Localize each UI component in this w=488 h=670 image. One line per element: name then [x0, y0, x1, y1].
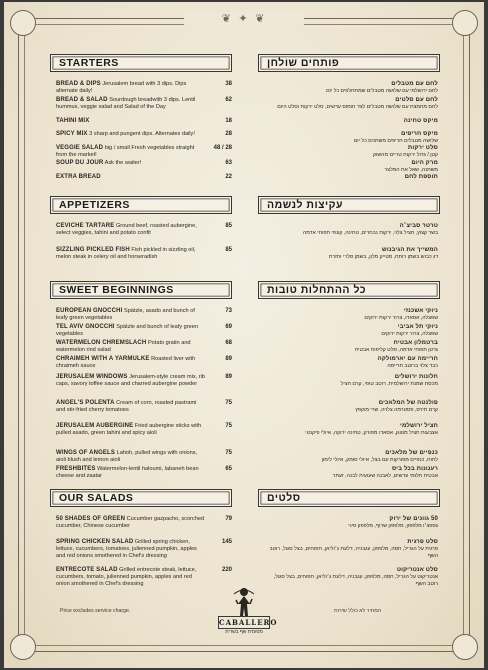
item-name: ENTRECOTE SALAD: [56, 567, 118, 573]
item-description: Grilled entrecote steak, lettuce, cucumbers, tomato, julienned pumpkin, apples and red onion smothered in Chef's dressing: [56, 567, 197, 587]
item-description-he: קרם תירס, פסטרמה צלויה, שרי מוקפץ: [355, 406, 438, 413]
menu-item: [56, 118, 232, 125]
appetizers-title: APPETIZERS: [59, 199, 130, 211]
item-price: 68: [225, 340, 232, 346]
item-name: WATERMELON CHREMSLACH: [56, 340, 147, 346]
menu-item-he: [262, 466, 438, 480]
item-description: Potato gratin and watermelon rind salad: [56, 340, 191, 353]
menu-item-he: [262, 118, 438, 125]
menu-item-he: [262, 145, 438, 159]
item-description: Fried aubergine sticks with pulled asado, green tahini and spicy aioli: [56, 423, 202, 436]
item-description: Ground beef, roasted aubergine, select veggies, tahini and potato confit: [56, 223, 197, 236]
item-name: JERUSALEM AUBERGINE: [56, 423, 134, 429]
item-description-he: בשר קצוץ, חציל צלוי, ירקות נבחרים, טחינה, קונפי תפוחי אדמה: [302, 229, 438, 236]
menu-item: [56, 516, 232, 530]
appetizers-header: [50, 196, 232, 214]
menu-item-he: [262, 567, 438, 587]
item-price: 73: [225, 308, 232, 314]
item-name-he: ניוקי תל אביבי: [397, 324, 438, 330]
menu-item-text: [56, 400, 206, 414]
item-description-he: קטן / גדול ירקות טריים מהשוק: [372, 151, 438, 158]
menu-item-he: [262, 247, 438, 261]
item-name-he: פולנטה של המלאכים: [378, 400, 438, 406]
item-price: 89: [225, 374, 232, 380]
corner-ornament: [452, 634, 478, 660]
menu-item-text: [56, 247, 206, 261]
item-price: 79: [225, 516, 232, 522]
menu-item-he: [262, 374, 438, 388]
menu-item-text: [56, 567, 206, 587]
starters-title: STARTERS: [59, 57, 119, 69]
item-name-he: ברטמלון אבטיח: [393, 340, 438, 346]
item-name-he: המשייך את הגיבנוש: [381, 247, 438, 253]
sweet-title-he: כל ההתחלות טובות: [267, 284, 367, 296]
item-name-he: חריימה עם יארמולקה: [377, 356, 438, 362]
starters-title-he: פותחים שולחן: [267, 57, 340, 69]
menu-item-he: [262, 356, 438, 370]
sweet-beginnings-header: [50, 281, 232, 299]
corner-ornament: [10, 10, 36, 36]
menu-item: [56, 567, 232, 587]
item-description: Cucumber gazpacho, scorched cucumber, Chinese cucumber: [56, 516, 205, 529]
item-description-he: לחם מחמצת עם שלושה מטבלים לצד חומוס עדשים, סלט ירקות וסלט היום: [277, 103, 438, 110]
menu-item-he: [262, 174, 438, 181]
item-description-he: שפצלה, צרור ירקות ירוקים: [381, 330, 438, 337]
item-name: BREAD & SALAD: [56, 97, 108, 103]
menu-item: [56, 356, 232, 370]
menu-item: [56, 247, 232, 261]
item-name: SPRING CHICKEN SALAD: [56, 539, 134, 545]
item-description: Roasted liver with chraimeh sauce: [56, 356, 196, 369]
item-description-he: אבטיח חלומי עדשים, לאבנה שעועית לבנה, זעתר: [332, 472, 438, 479]
item-price: 220: [221, 567, 232, 573]
item-description: Fish pickled in sizzling oil, melon steak in celery oil and horseradish: [56, 247, 196, 260]
item-name: EUROPEAN GNOCCHI: [56, 308, 123, 314]
menu-item-he: [262, 450, 438, 464]
item-description: Spätzle, asado and bunch of leafy green vegetables: [56, 308, 195, 321]
corner-ornament: [10, 634, 36, 660]
item-name: TAHINI MIX: [56, 118, 90, 124]
item-description-he: שפצלה, אסאדו, צרור ירקות ירוקים: [364, 314, 438, 321]
item-name: SPICY MIX: [56, 131, 88, 137]
menu-item: [56, 539, 232, 559]
logo-name: CABALLERO: [219, 618, 278, 627]
item-price: 75: [225, 450, 232, 456]
item-description: Watermelon-lentil haloumi, labaneh bean cheese and zaatar: [56, 466, 199, 479]
menu-item-text: [56, 356, 206, 370]
menu-item-he: [262, 539, 438, 559]
item-price: 75: [225, 400, 232, 406]
menu-item-he: [262, 160, 438, 174]
item-price: 145: [221, 539, 232, 545]
item-description: Lahoh, pulled wings with onions, aioli blush and lemon aioli: [56, 450, 198, 463]
item-name-he: חלונות ירושלים: [394, 374, 438, 380]
item-description: big / small Fresh vegetables straight from the market!: [56, 145, 195, 158]
item-name: SOUP DU JOUR: [56, 160, 104, 166]
item-name-he: טרטר סביצ׳ה: [399, 223, 438, 229]
item-name: CEVICHE TARTARE: [56, 223, 115, 229]
menu-item-he: [262, 340, 438, 354]
service-note-he: המחיר לא כולל שירות: [334, 608, 382, 614]
appetizers-header-he: [258, 196, 440, 214]
item-name-he: תוספת לחם: [404, 174, 438, 180]
item-name-he: ניוקי אשכנזי: [403, 308, 438, 314]
menu-item: [56, 374, 232, 388]
menu-item-he: [262, 324, 438, 338]
menu-item: [56, 174, 232, 181]
item-price: 28: [225, 131, 232, 137]
item-description: Spätzle and bunch of leafy green vegetables: [56, 324, 198, 337]
item-name-he: 50 גוונים של ירוק: [389, 516, 438, 522]
item-description-he: כבד צלוי ברוטב חריימה: [387, 362, 438, 369]
menu-item-he: [262, 223, 438, 237]
menu-item-text: [56, 450, 206, 464]
item-description: Ask the waiter!: [104, 160, 142, 166]
item-description: Jerusalem bread with 3 dips. Dips alternate daily!: [56, 81, 187, 94]
menu-item-text: [56, 466, 206, 480]
menu-item-text: [56, 340, 206, 354]
starters-header: [50, 54, 232, 72]
salads-header: [50, 489, 232, 507]
item-description-he: לחוח, כנפיים מפורקות עם בצל, איולי סומק, איולי לימון: [321, 456, 438, 463]
item-description-he: לחם ירושלמי עם שלושה מטבלים שמתחלפים כל יום: [326, 87, 438, 94]
item-name-he: מיקס טחינה: [403, 118, 438, 124]
item-description: Cream of corn, roasted pastrami and stir-fried cherry tomatoes: [56, 400, 197, 413]
menu-item-he: [262, 97, 438, 111]
item-price: 18: [225, 118, 232, 124]
starters-header-he: [258, 54, 440, 72]
menu-item: [56, 340, 232, 354]
menu-item-text: [56, 81, 206, 95]
item-description: Grilled spring chicken, lettuce, cucumbers, tomatoes, julienned pumpkin, apples and red onions smothered in Chef's dressing: [56, 539, 197, 559]
corner-ornament: [452, 10, 478, 36]
item-price: 22: [225, 174, 232, 180]
salads-header-he: [258, 489, 440, 507]
menu-item-text: [56, 145, 206, 159]
item-name: 50 SHADES OF GREEN: [56, 516, 126, 522]
item-description-he: אנטריקוט על הגריל, חסה, מלפפון, עגבניה, דלעת ג׳וליאן, תפוחים, בצל סגול, רוטב השף: [273, 573, 438, 587]
menu-item-text: [56, 223, 206, 237]
item-description-he: פרגית על הגריל, חסה, מלפפון, עגבניה, דלעת ג׳וליאן, תפוחים, בצל סגול, רוטב השף: [269, 545, 438, 559]
menu-item-he: [262, 400, 438, 414]
menu-item-text: [56, 539, 206, 559]
sweet-title: SWEET: [59, 284, 99, 296]
item-name: VEGGIE SALAD: [56, 145, 104, 151]
item-name-he: מרק היום: [411, 160, 438, 166]
item-name-he: לחם עם מטבלים: [391, 81, 438, 87]
menu-item-he: [262, 516, 438, 530]
item-name-he: סלט ירקות: [407, 145, 438, 151]
item-name-he: לחם עם סלטים: [395, 97, 438, 103]
item-price: 65: [225, 466, 232, 472]
item-name-he: סלט פרגית: [407, 539, 438, 545]
menu-item-text: [56, 97, 206, 111]
salads-title-he: סלטים: [267, 492, 301, 504]
item-name: TEL AVIV GNOCCHI: [56, 324, 115, 330]
item-description: Jerusalem-style cream mix, rib caps, savory toffee sauce and charred aubergine powder: [56, 374, 205, 387]
item-price: 38: [225, 81, 232, 87]
item-price: 69: [225, 324, 232, 330]
menu-item-text: [56, 374, 206, 388]
item-description-he: גרטן תפוחי אדמה, סלט קליפות אבטיח: [354, 346, 438, 353]
item-description-he: שלושה מטבלים חריפים משתנים כל יום: [353, 137, 438, 144]
item-name-he: סלט אנטריקוט: [396, 567, 438, 573]
item-price: 85: [225, 247, 232, 253]
menu-item: [56, 145, 232, 159]
logo-subtitle: מסעדת שף בשרית: [225, 630, 263, 635]
item-name: CHRAIMEH WITH A YARMULKE: [56, 356, 150, 362]
item-description-he: משתנה, שאל את המלצר: [384, 166, 438, 173]
item-description: Sourdough breadwith 3 dips. Lentil hummus, veggie salad and Salad of the Day: [56, 97, 196, 110]
menu-item-text: [56, 308, 206, 322]
appetizers-title-he: עקיצות לנשמה: [267, 199, 344, 211]
menu-item: [56, 450, 232, 464]
menu-item: [56, 81, 232, 95]
menu-item-text: [56, 324, 206, 338]
item-name: ANGEL'S POLENTA: [56, 400, 115, 406]
item-price: 62: [225, 97, 232, 103]
item-price: 75: [225, 423, 232, 429]
chef-figure-icon: [218, 586, 270, 618]
caballero-logo: [218, 586, 278, 648]
item-name-he: רענונות בכל ביס: [391, 466, 438, 472]
item-price: 48 / 28: [213, 145, 232, 151]
item-description-he: מכסת שמנת ירושלמית, רוטב טופי, קרם חציל: [340, 380, 438, 387]
item-name: WINGS OF ANGELS: [56, 450, 116, 456]
menu-item: [56, 223, 232, 237]
item-name: SIZZLING PICKLED FISH: [56, 247, 130, 253]
menu-item-text: [56, 516, 206, 530]
item-name-he: מיקס חריפים: [401, 131, 438, 137]
menu-item-text: [56, 118, 206, 125]
menu-item: [56, 97, 232, 111]
menu-item-text: [56, 131, 206, 138]
menu-item-he: [262, 308, 438, 322]
menu-item-he: [262, 131, 438, 145]
menu-item: [56, 308, 232, 322]
menu-item: [56, 324, 232, 338]
item-description: 3 sharp and pungent dips. Alternates daily!: [89, 131, 195, 137]
item-description-he: אצבעות חציל מטוגן, אסאדו מפורק, טחינה ירוקה, איולי פיקנטי: [305, 429, 438, 436]
sweet-title-2: BEGINNINGS: [102, 284, 174, 296]
item-name-he: כנפיים של מלאכים: [385, 450, 438, 456]
menu-page: [4, 2, 484, 668]
service-note: Price excludes service charge.: [60, 608, 131, 614]
item-name: JERUSALEM WINDOWS: [56, 374, 128, 380]
menu-item-text: [56, 174, 206, 181]
item-description-he: גספצ׳ו מלפפון, מלפפון שרוף, מלפפון סיני: [348, 522, 438, 529]
salads-title: OUR SALADS: [59, 492, 134, 504]
menu-item-he: [262, 423, 438, 437]
top-flourish-icon: ❦ ✦ ❦: [184, 12, 304, 26]
menu-item: [56, 466, 232, 480]
menu-item: [56, 400, 232, 414]
item-name: FRESHBITES: [56, 466, 96, 472]
menu-item: [56, 160, 232, 167]
menu-item-text: [56, 423, 206, 437]
item-name-he: חציל ירושלמי: [400, 423, 438, 429]
menu-item-he: [262, 81, 438, 95]
menu-item: [56, 423, 232, 437]
sweet-header-he: [258, 281, 440, 299]
menu-item-text: [56, 160, 206, 167]
item-name: BREAD & DIPS: [56, 81, 101, 87]
item-price: 89: [225, 356, 232, 362]
item-name: EXTRA BREAD: [56, 174, 101, 180]
item-price: 85: [225, 223, 232, 229]
item-description-he: דג כבוש בשמן רותח, סטייק מלון, בשמן סלרי וחזרת: [328, 253, 438, 260]
item-price: 63: [225, 160, 232, 166]
menu-item: [56, 131, 232, 138]
